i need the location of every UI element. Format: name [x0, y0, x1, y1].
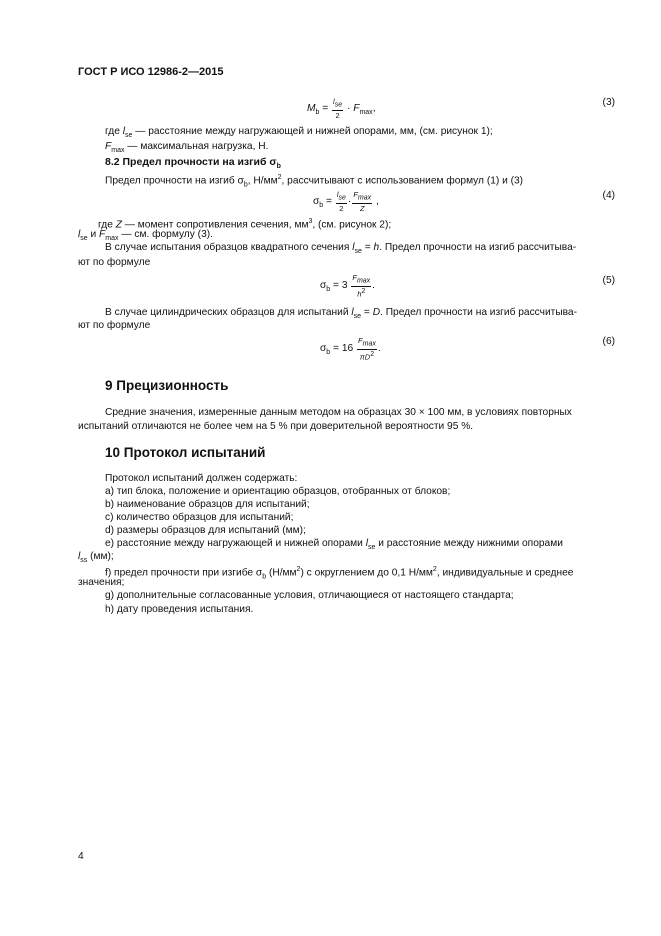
section-10-intro: Протокол испытаний должен содержать:	[105, 473, 298, 484]
formula-4: $\sigma_b$ = $\frac{l_{se}}{2}$ · $\frac{F_{max}}{Z}$ ,	[313, 190, 379, 213]
list-item-h: h) дату проведения испытания.	[105, 604, 254, 615]
formula-5-number: (5)	[602, 275, 615, 286]
legend-fmax: $F_{max}$ — максимальная нагрузка, Н.	[105, 141, 269, 155]
list-item-a: a) тип блока, положение и ориентацию образцов, отобранных от блоков;	[105, 486, 451, 497]
list-item-d: d) размеры образцов для испытаний (мм);	[105, 525, 306, 536]
paragraph-square-line2: ют по формуле	[78, 257, 151, 268]
legend-lse-fmax: $l_{se}$ и $F_{max}$ — см. формулу (3).	[78, 229, 213, 243]
page-number: 4	[78, 851, 84, 862]
formula-4-number: (4)	[602, 190, 615, 201]
section-8-2-intro: Предел прочности на изгиб $\sigma_b$, $Н/мм^2$, рассчитывают с использованием формул (1) и (3)	[105, 174, 524, 189]
list-item-b: b) наименование образцов для испытаний;	[105, 499, 310, 510]
section-10-title: 10 Протокол испытаний	[105, 445, 266, 460]
legend-z: где Z — момент сопротивления сечения, $мм^3$, (см. рисунок 2);	[98, 218, 392, 231]
formula-3: $M_b$ = $\frac{l_{se}}{2}$ · $F_{max}$,	[307, 97, 376, 120]
section-9-text-line1: Средние значения, измеренные данным методом на образцах 30 × 100 мм, в условиях повторных	[105, 407, 572, 418]
list-item-e-line2: $l_{ss}$ (мм);	[78, 551, 114, 565]
section-9-text-line2: испытаний отличаются не более чем на 5 % при доверительной вероятности 95 %.	[78, 421, 474, 432]
paragraph-cylinder-line1: В случае цилиндрических образцов для испытаний $l_{se} = D$. Предел прочности на изгиб рассчитыва-	[105, 307, 577, 321]
formula-5: $\sigma_b = 3$ $\frac{F_{max}}{h^2}$ .	[320, 273, 376, 298]
formula-6: $\sigma_b = 16$ $\frac{F_{max}}{\pi D^2}$ .	[320, 336, 381, 361]
document-header: ГОСТ Р ИСО 12986-2—2015	[78, 66, 224, 78]
formula-3-number: (3)	[602, 97, 615, 108]
list-item-c: c) количество образцов для испытаний;	[105, 512, 294, 523]
list-item-e-line1: e) расстояние между нагружающей и нижней опорами $l_{se}$ и расстояние между нижними опорами	[105, 538, 563, 552]
paragraph-square-line1: В случае испытания образцов квадратного сечения $l_{se} = h$. Предел прочности на изгиб рассчитыва-	[105, 242, 577, 256]
formula-6-number: (6)	[602, 336, 615, 347]
section-8-2-title: 8.2 Предел прочности на изгиб $\sigma_b$	[105, 156, 281, 171]
legend-lse: где $l_{se}$ — расстояние между нагружающей и нижней опорами, мм, (см. рисунок 1);	[105, 126, 493, 140]
section-9-title: 9 Прецизионность	[105, 378, 229, 393]
list-item-f-line2: значения;	[78, 577, 125, 588]
paragraph-cylinder-line2: ют по формуле	[78, 320, 151, 331]
list-item-g: g) дополнительные согласованные условия, отличающиеся от настоящего стандарта;	[105, 590, 514, 601]
list-item-f-line1: f) предел прочности при изгибе $\sigma_b$ $(Н/мм^2)$ с округлением до 0,1 $Н/мм^2$, индивидуальные и среднее	[105, 566, 574, 581]
